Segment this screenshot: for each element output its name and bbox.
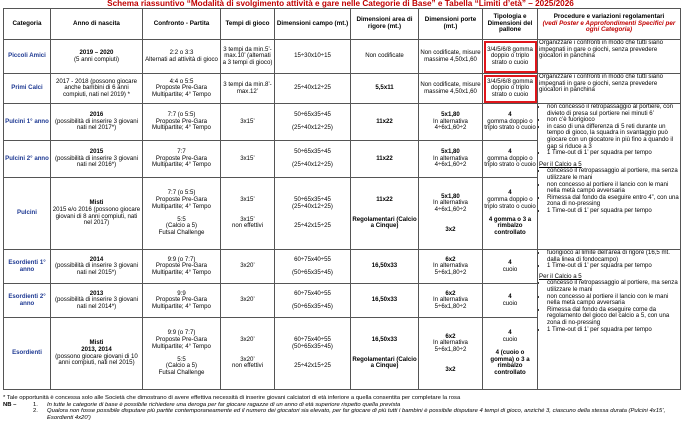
table-row — [4, 74, 681, 104]
ball-type: gomma doppio o triplo strato o cuoio — [484, 196, 536, 210]
futsal-time: 3x15’ — [240, 215, 255, 223]
procedure-subheading: Per il Calcio a 5 — [539, 160, 582, 168]
birth-year: 2016 — [89, 111, 104, 119]
category-cell: Esordienti 1° anno — [4, 250, 51, 284]
procedure-cell: Organizzare i confronti in modo che tutti siano impegnati in gare o giochi, senza prevedere giocatori in panchina — [538, 74, 681, 104]
procedure-item: • Rimessa dal fondo da eseguire come da regolamento del gioco del calcio a 5, con una zona di no-pressing — [547, 307, 679, 327]
goal-cell — [419, 104, 483, 141]
match-note: Proposte Pre-Gara Multipartite; 4° Tempo — [152, 117, 211, 132]
procedure-item: • 1 Time-out di 1’ per squadra per tempo — [547, 208, 679, 215]
match-format: 7:7 (o 5:5) — [167, 111, 196, 119]
ball-size: 4 — [508, 292, 512, 300]
futsal-area: Regolamentari (Calcio a Cinque) — [352, 355, 417, 370]
goal-cell — [419, 141, 483, 178]
category-cell: Pulcini — [4, 178, 51, 250]
birth-cell — [51, 104, 143, 141]
match-cell — [143, 141, 221, 178]
col-header: Confronto - Partita — [143, 9, 221, 40]
field-cell — [275, 250, 351, 284]
futsal-ball: 4 (cuoio o gomma) o 3 a rimbalzo controllato — [490, 349, 530, 376]
category-cell: Pulcini 1° anno — [4, 104, 51, 141]
goal-cell — [419, 178, 483, 250]
footnotes — [3, 395, 680, 421]
futsal-note: (Calcio a 5) — [165, 362, 198, 370]
ball-cell-highlighted: 3/4/5/6/8 gomma doppio o triplo strato o cuoio — [483, 74, 538, 104]
field-size-alt: (25÷40x12÷25) — [292, 202, 333, 210]
note-text: Qualora non fosse possibile disputare più partite contemporaneamente ed il numero dei giocatori sia elevato, per far giocare di più tutti i bambini è possibile disputare 4 tempi di gioco, anziché 3, ciascuno della stessa durata (Pulcini 4x15’, Esordienti 4x20’) — [47, 408, 666, 421]
time-cell: 3x20’ — [221, 250, 275, 284]
procedure-list — [539, 168, 679, 214]
futsal-goal: 3x2 — [445, 225, 456, 233]
futsal-goal: 3x2 — [445, 365, 456, 373]
area-size: 16,50x33 — [371, 336, 398, 344]
note-text: In tutte le categorie di base è possibile richiedere una deroga per far giocare ragazze di un anno di età superiore rispetto quella prevista — [47, 401, 401, 408]
procedure-item: • 1 Time-out di 1’ per squadra per tempo — [547, 327, 679, 334]
procedure-item: • non c’è fuorigioco — [547, 117, 679, 124]
procedure-item: • non concesso al portiere il lancio con le mani nella metà campo avversaria — [547, 294, 679, 307]
birth-cell — [51, 40, 143, 74]
match-format: 4:4 o 5:5 — [169, 77, 194, 85]
birth-years: 2013, 2014 — [81, 345, 112, 353]
procedure-item: • 1 Time-out di 1’ per squadra per tempo — [547, 150, 679, 157]
ball-size: 4 — [508, 329, 512, 337]
futsal-note: (Calcio a 5) — [165, 222, 198, 230]
match-note: Proposte Pre-Gara Multipartite; 4° Tempo — [152, 196, 211, 210]
goal-size: 5x1,80 — [441, 148, 460, 156]
field-size-alt: (50÷65x35÷45) — [292, 268, 333, 276]
col-header: Anno di nascita — [51, 9, 143, 40]
futsal-field: 25÷42x15÷25 — [294, 222, 331, 230]
col-header: Categoria — [4, 9, 51, 40]
area-cell: 5,5x11 — [351, 74, 419, 104]
note-number: 2. — [33, 408, 38, 415]
table-row — [4, 250, 681, 284]
futsal-time-note: non effettivi — [231, 362, 264, 370]
match-note: Proposte Pre-Gara Multipartite; 4° Tempo — [152, 154, 211, 169]
match-format: 7:7 — [177, 148, 186, 156]
match-cell — [143, 104, 221, 141]
footnote-row — [3, 408, 680, 421]
ball-cell-highlighted: 3/4/5/6/8 gomma doppio o triplo strato o cuoio — [483, 40, 538, 74]
birth-cell — [51, 250, 143, 284]
goal-size: 6x2 — [445, 255, 456, 263]
match-note: Alternati ad attività di gioco — [145, 55, 218, 63]
footnote-star: * Tale opportunità è concessa solo alle Società che dimostrano di avere effettiva necessità di inserire giovani calciatori di età inferiore a quella consentita per completare la rosa — [3, 395, 461, 401]
futsal-name: Futsal Challenge — [158, 368, 205, 376]
field-cell — [275, 178, 351, 250]
birth-year: 2019 – 2020 — [79, 48, 114, 56]
ball-type: cuoio — [502, 265, 518, 273]
category-cell: Primi Calci — [4, 74, 51, 104]
field-size: 60÷75x40÷55 — [294, 289, 331, 297]
match-format: 9:9 (o 7:7) — [167, 329, 196, 337]
ball-cell — [483, 318, 538, 390]
ball-type: cuoio — [502, 299, 518, 307]
birth-cell — [51, 284, 143, 318]
area-cell — [351, 178, 419, 250]
procedure-list — [539, 104, 679, 157]
categories-table — [3, 8, 681, 390]
ball-cell — [483, 284, 538, 318]
time-value: 3x15’ — [240, 196, 255, 204]
birth-note: 2015 e/o 2016 (possono giocare giovani di 8 anni compiuti, nati nel 2017) — [52, 205, 141, 227]
field-cell — [275, 318, 351, 390]
match-note: Proposte Pre-Gara Multipartite; 4° Tempo — [152, 262, 211, 276]
match-note: Proposte Pre-Gara Multipartite; 4° Tempo — [152, 296, 211, 310]
ball-size: 4 — [508, 148, 512, 156]
field-size-alt: (50÷65x35÷45) — [292, 302, 333, 310]
birth-cell — [51, 318, 143, 390]
futsal-ball: 4 gomma o 3 a rimbalzo controllato — [488, 215, 532, 236]
field-size-alt: (25÷40x12÷25) — [292, 124, 333, 132]
category-cell: Pulcini 2° anno — [4, 141, 51, 178]
birth-year: 2015 — [89, 148, 104, 156]
match-format: 9:9 (o 7:7) — [167, 255, 196, 263]
field-size: 60÷75x40÷55 — [294, 255, 331, 263]
goal-size-alt: In alternativa 4÷6x1,60÷2 — [433, 199, 468, 213]
col-header — [538, 9, 681, 40]
goal-cell — [419, 318, 483, 390]
time-cell: 3x15’ — [221, 104, 275, 141]
time-value: 3x20’ — [240, 336, 255, 344]
procedure-subheading: Per il Calcio a 5 — [539, 272, 582, 280]
table-row — [4, 40, 681, 74]
birth-year: 2013 — [89, 289, 104, 297]
col-header: Dimensioni porte (mt.) — [419, 9, 483, 40]
procedure-list — [539, 280, 679, 333]
area-cell: 16,50x33 — [351, 284, 419, 318]
col-header: Dimensioni campo (mt.) — [275, 9, 351, 40]
birth-note: (possibilità di inserire 3 giovani nati nel 2016*) — [55, 154, 138, 169]
birth-year: Misti — [89, 339, 104, 347]
area-cell: 11x22 — [351, 141, 419, 178]
ball-cell — [483, 178, 538, 250]
field-cell — [275, 141, 351, 178]
area-cell — [351, 318, 419, 390]
birth-cell — [51, 141, 143, 178]
ball-cell — [483, 250, 538, 284]
field-size: 50÷65x35÷45 — [294, 148, 331, 156]
match-cell — [143, 250, 221, 284]
time-cell — [221, 178, 275, 250]
col-header: Tipologia e Dimensioni del pallone — [483, 9, 538, 40]
birth-cell: 2017 - 2018 (possono giocare anche bambini di 6 anni compiuti, nati nel 2019) * — [51, 74, 143, 104]
category-cell: Piccoli Amici — [4, 40, 51, 74]
procedure-item: • non concesso al portiere il lancio con le mani nella metà campo avversaria — [547, 182, 679, 195]
match-cell — [143, 40, 221, 74]
match-cell — [143, 284, 221, 318]
birth-note: (possibilità di inserire 3 giovani nati nel 2014*) — [55, 296, 138, 310]
goal-size: 6x2 — [445, 332, 456, 340]
match-format: 7:7 (o 5:5) — [167, 189, 196, 197]
birth-note: (possono giocare giovani di 10 anni compiuti, nati nel 2015) — [55, 352, 138, 367]
goal-cell — [419, 250, 483, 284]
match-format: 2:2 o 3:3 — [169, 48, 194, 56]
field-cell — [275, 284, 351, 318]
match-format: 9:9 — [177, 289, 186, 297]
field-size: 60÷75x40÷55 — [294, 336, 331, 344]
col-header: Tempi di gioco — [221, 9, 275, 40]
procedure-item: • concesso il retropassaggio al portiere, ma senza utilizzare le mani — [547, 280, 679, 293]
birth-note: (possibilità di inserire 3 giovani nati nel 2015*) — [55, 262, 138, 276]
ball-type: cuoio — [502, 336, 518, 344]
col-header: Dimensioni area di rigore (mt.) — [351, 9, 419, 40]
birth-note: (possibilità di inserire 3 giovani nati nel 2017*) — [55, 117, 138, 132]
match-note: Proposte Pre-Gara Multipartite; 4° Tempo — [152, 336, 211, 350]
time-cell: 3 tempi da min.8’-max.12’ — [221, 74, 275, 104]
procedure-item: • fuorigioco al limite dell’area di rigore (16,5 mt. dalla linea di fondocampo) — [547, 250, 679, 263]
field-cell: 15÷30x10÷15 — [275, 40, 351, 74]
field-size-alt: (50÷65x35÷45) — [292, 342, 333, 350]
col-header-main: Procedure e variazioni regolamentari — [553, 13, 665, 21]
area-cell: Non codificate — [351, 40, 419, 74]
goal-size-alt: In alternativa 5÷6x1,80÷2 — [433, 339, 468, 353]
nb-spacer — [3, 408, 33, 421]
futsal-area: Regolamentari (Calcio a Cinque) — [352, 215, 417, 230]
header-row — [4, 9, 681, 40]
field-size: 50÷65x35÷45 — [294, 111, 331, 119]
procedure-cell-esordienti — [538, 250, 681, 390]
procedure-list — [539, 250, 679, 270]
nb-label: NB – — [3, 401, 17, 408]
procedure-item: • non concesso il retropassaggio al portiere, con divieto di presa sul portiere nei minuti 6’ — [547, 104, 679, 117]
goal-size: 5x1,80 — [441, 192, 460, 200]
footnote-row — [3, 402, 680, 409]
field-cell: 25÷40x12÷25 — [275, 74, 351, 104]
goal-size: 6x2 — [445, 289, 456, 297]
page-title: Schema riassuntivo “Modalità di svolgimento attività e gare nelle Categorie di Base” e Tabella “Limiti d’età” – 2025/2026 — [107, 0, 574, 8]
field-size: 50÷65x35÷45 — [294, 196, 331, 204]
col-header-note: (vedi Poster e Approfondimenti Specifici per ogni Categoria) — [542, 19, 676, 34]
ball-size: 4 — [508, 111, 512, 119]
goal-size-alt: In alternativa 5÷6x1,80÷2 — [433, 296, 468, 310]
procedure-cell: Organizzare i confronti in modo che tutti siano impegnati in gare o giochi, senza prevedere giocatori in panchina — [538, 40, 681, 74]
category-cell: Esordienti 2° anno — [4, 284, 51, 318]
futsal-name: Futsal Challenge — [158, 228, 205, 236]
area-cell: 16,50x33 — [351, 250, 419, 284]
match-cell — [143, 74, 221, 104]
ball-type: gomma doppio o triplo strato o cuoio — [484, 117, 536, 132]
goal-cell: Non codificate, misure massime 4,50x1,60 — [419, 40, 483, 74]
futsal-format: 5:5 — [177, 355, 186, 363]
category-cell: Esordienti — [4, 318, 51, 390]
futsal-format: 5:5 — [177, 215, 186, 223]
futsal-time-note: non effettivi — [231, 222, 264, 230]
ball-size: 4 — [508, 189, 512, 197]
goal-size-alt: In alternativa 5÷6x1,80÷2 — [433, 262, 468, 276]
goal-size: 5x1,80 — [441, 111, 460, 119]
birth-year: 2014 — [89, 255, 104, 263]
procedure-item: • 1 Time-out di 1’ per squadra per tempo — [547, 263, 679, 270]
match-cell — [143, 178, 221, 250]
field-cell — [275, 104, 351, 141]
time-cell — [221, 318, 275, 390]
match-note: Proposte Pre-Gara Multipartite; 4° Tempo — [152, 84, 211, 98]
goal-cell — [419, 284, 483, 318]
area-size: 11x22 — [376, 196, 393, 204]
procedure-item: • Rimessa dal fondo da eseguire entro 4”, con una zona di no-pressing — [547, 195, 679, 208]
birth-year: Misti — [89, 199, 104, 207]
area-cell: 11x22 — [351, 104, 419, 141]
futsal-field: 25÷42x15÷25 — [294, 362, 331, 370]
ball-cell — [483, 104, 538, 141]
field-size-alt: (25÷40x12÷25) — [292, 161, 333, 169]
goal-cell: Non codificate, misure massime 4,50x1,60 — [419, 74, 483, 104]
match-cell — [143, 318, 221, 390]
ball-type: gomma doppio o triplo strato o cuoio — [484, 154, 536, 169]
table-row — [4, 104, 681, 141]
goal-size-alt: In alternativa 4÷6x1,60÷2 — [433, 117, 468, 132]
procedure-cell-pulcini — [538, 104, 681, 250]
ball-cell — [483, 141, 538, 178]
goal-size-alt: In alternativa 4÷6x1,60÷2 — [433, 154, 468, 169]
note-number: 1. — [33, 401, 38, 408]
procedure-item: • in caso di una differenza di 5 reti durante un tempo di gioco, la squadra in svantaggio può giocare con un giocatore in più fino a quando il gap si riduce a 3 — [547, 124, 679, 150]
futsal-time: 3x20’ — [240, 355, 255, 363]
birth-note: (5 anni compiuti) — [73, 55, 120, 63]
procedure-item: • concesso il retropassaggio al portiere, ma senza utilizzare le mani — [547, 168, 679, 181]
time-cell: 3 tempi da min.5’-max.10’ (alternati a 3 tempi di gioco) — [221, 40, 275, 74]
ball-size: 4 — [508, 258, 512, 266]
time-cell: 3x15’ — [221, 141, 275, 178]
birth-cell — [51, 178, 143, 250]
time-cell: 3x20’ — [221, 284, 275, 318]
